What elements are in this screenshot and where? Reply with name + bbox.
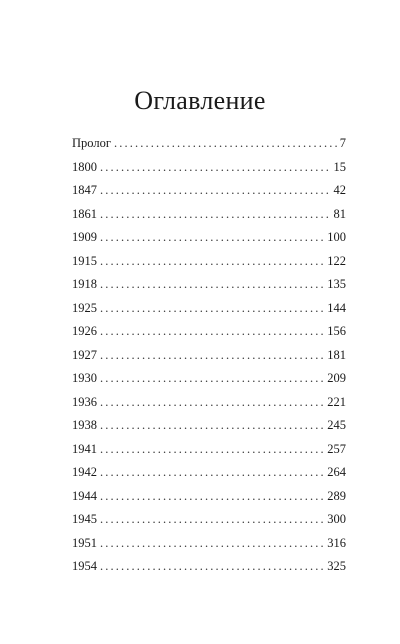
toc-entry-page-number: 257 (327, 441, 346, 456)
toc-entry-label: 1951 (72, 535, 97, 550)
toc-entry-page-number: 81 (333, 206, 346, 221)
dot-leader (100, 367, 324, 391)
toc-entry-label: 1909 (72, 230, 97, 244)
toc-entry-label: 1927 (72, 347, 97, 362)
toc-entry-page-number: 181 (327, 347, 346, 362)
dot-leader (100, 532, 324, 556)
toc-entry-page-number: 209 (327, 371, 346, 385)
dot-leader (100, 203, 331, 227)
toc-entry-page-number: 300 (327, 512, 346, 526)
dot-leader (100, 508, 324, 532)
toc-entry-page-number: 15 (333, 159, 346, 174)
toc-entry-label: 1938 (72, 418, 97, 432)
dot-leader (100, 344, 324, 368)
dot-leader (100, 414, 324, 438)
toc-entry-page-number: 42 (333, 183, 346, 197)
toc-entry-page-number: 122 (327, 253, 346, 268)
toc-entry (72, 273, 346, 297)
toc-entry (72, 203, 346, 227)
dot-leader (100, 461, 324, 485)
toc-entry (72, 156, 346, 180)
dot-leader (100, 226, 324, 250)
toc-entry-label: 1918 (72, 277, 97, 291)
dot-leader (100, 485, 324, 509)
dot-leader (100, 297, 324, 321)
dot-leader (114, 132, 337, 156)
dot-leader (100, 438, 324, 462)
table-of-contents (72, 132, 346, 579)
dot-leader (100, 273, 324, 297)
toc-entry (72, 532, 346, 556)
toc-entry-page-number: 289 (327, 488, 346, 503)
toc-entry-label: 1925 (72, 300, 97, 315)
toc-entry-label: 1944 (72, 488, 97, 503)
toc-entry-page-number: 156 (327, 324, 346, 338)
toc-entry (72, 320, 346, 344)
toc-entry-label: 1861 (72, 206, 97, 221)
toc-entry (72, 414, 346, 438)
dot-leader (100, 555, 324, 579)
toc-entry-page-number: 221 (327, 394, 346, 409)
toc-entry (72, 226, 346, 250)
toc-entry (72, 461, 346, 485)
dot-leader (100, 179, 331, 203)
toc-entry-label: 1926 (72, 324, 97, 338)
toc-entry (72, 438, 346, 462)
toc-entry (72, 508, 346, 532)
toc-entry (72, 132, 346, 156)
dot-leader (100, 320, 324, 344)
dot-leader (100, 156, 331, 180)
dot-leader (100, 391, 324, 415)
toc-entry (72, 344, 346, 368)
toc-entry-page-number: 7 (339, 136, 346, 150)
toc-entry-page-number: 316 (327, 535, 346, 550)
dot-leader (100, 250, 324, 274)
toc-entry-label: 1936 (72, 394, 97, 409)
toc-entry (72, 367, 346, 391)
toc-entry (72, 250, 346, 274)
page-title: Оглавление (134, 86, 266, 115)
toc-entry-label: 1941 (72, 441, 97, 456)
toc-entry-label: 1847 (72, 183, 97, 197)
toc-entry-page-number: 325 (327, 559, 346, 573)
toc-entry-label: 1954 (72, 559, 97, 573)
toc-entry-label: 1930 (72, 371, 97, 385)
toc-entry-label: Пролог (72, 136, 111, 150)
toc-entry-label: 1945 (72, 512, 97, 526)
toc-entry-label: 1800 (72, 159, 97, 174)
toc-entry-page-number: 135 (327, 277, 346, 291)
toc-entry (72, 179, 346, 203)
toc-entry-page-number: 245 (327, 418, 346, 432)
toc-entry-page-number: 264 (327, 465, 346, 479)
toc-entry (72, 555, 346, 579)
toc-entry-label: 1942 (72, 465, 97, 479)
toc-entry-label: 1915 (72, 253, 97, 268)
toc-entry-page-number: 144 (327, 300, 346, 315)
toc-entry (72, 485, 346, 509)
toc-entry-page-number: 100 (327, 230, 346, 244)
toc-entry (72, 391, 346, 415)
toc-entry (72, 297, 346, 321)
